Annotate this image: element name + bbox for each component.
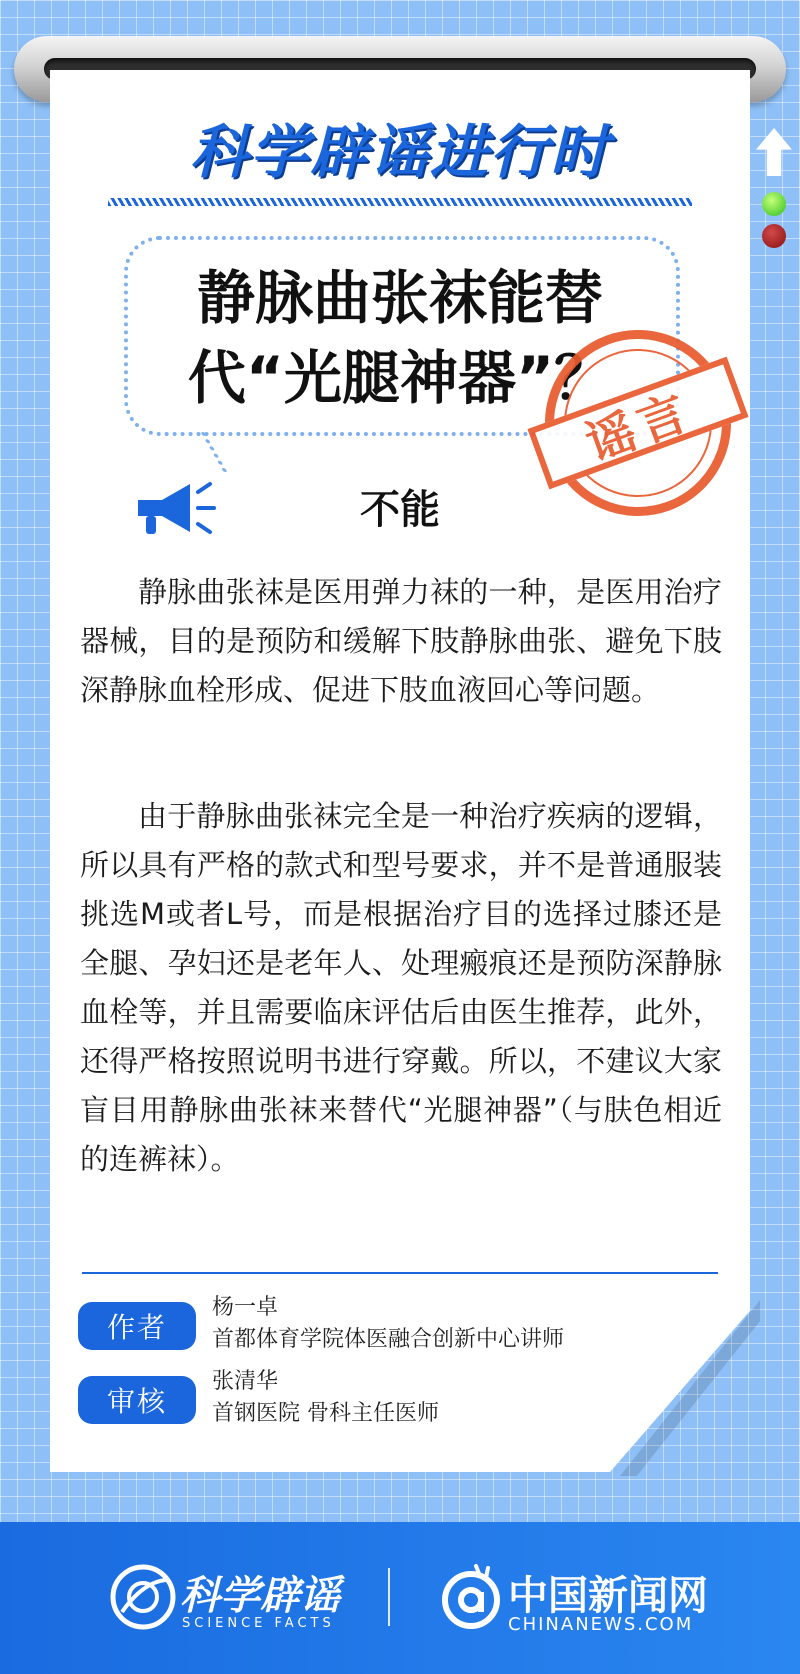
stamp-label: 谣言 (527, 357, 748, 490)
question-line-2: 代“光腿神器”？ (187, 344, 613, 412)
author-title: 首都体育学院体医融合创新中心讲师 (212, 1327, 565, 1352)
reviewer-badge: 审核 (78, 1376, 196, 1424)
red-dot-icon (762, 224, 786, 248)
reviewer-name: 张清华 (212, 1369, 279, 1394)
author-info (212, 1292, 564, 1356)
footer-brand-sub: SCIENCE FACTS (182, 1616, 335, 1631)
footer-separator (388, 1568, 390, 1626)
science-facts-logo-icon (108, 1562, 178, 1632)
body-paragraph-2: 由于静脉曲张袜完全是一种治疗疾病的逻辑，所以具有严格的款式和型号要求，并不是普通服装挑选M或者L号，而是根据治疗目的选择过膝还是全腿、孕妇还是老年人、处理瘢痕还是预防深静脉血栓等，并且需要临床评估后由医生推荐，此外，还得严格按照说明书进行穿戴。所以，不建议大家盲目用静脉曲张袜来替代“光腿神器”（与肤色相近的连裤袜）。 (80, 799, 722, 1176)
page-title: 科学辟谣进行时 (189, 118, 610, 186)
author-badge: 作者 (78, 1302, 196, 1350)
answer-label: 不能 (350, 478, 450, 535)
green-dot-icon (762, 192, 786, 216)
footer-partner: 中国新闻网 (508, 1573, 708, 1619)
chinanews-at-logo-icon (436, 1562, 506, 1632)
footer-brand: 科学辟谣 (180, 1573, 340, 1619)
reviewer-title: 首钢医院 骨科主任医师 (212, 1401, 439, 1426)
answer-row (0, 478, 800, 535)
question-line-1: 静脉曲张袜能替 (196, 264, 603, 332)
title-underline (108, 198, 692, 206)
author-name: 杨一卓 (212, 1295, 279, 1320)
footer-bar (0, 1522, 800, 1674)
credits-divider (82, 1272, 718, 1274)
body-paragraph-1: 静脉曲张袜是医用弹力袜的一种，是医用治疗器械，目的是预防和缓解下肢静脉曲张、避免下肢深静脉血栓形成、促进下肢血液回心等问题。 (80, 575, 722, 707)
reviewer-info (212, 1366, 439, 1430)
footer-partner-sub: CHINANEWS.COM (508, 1614, 694, 1635)
